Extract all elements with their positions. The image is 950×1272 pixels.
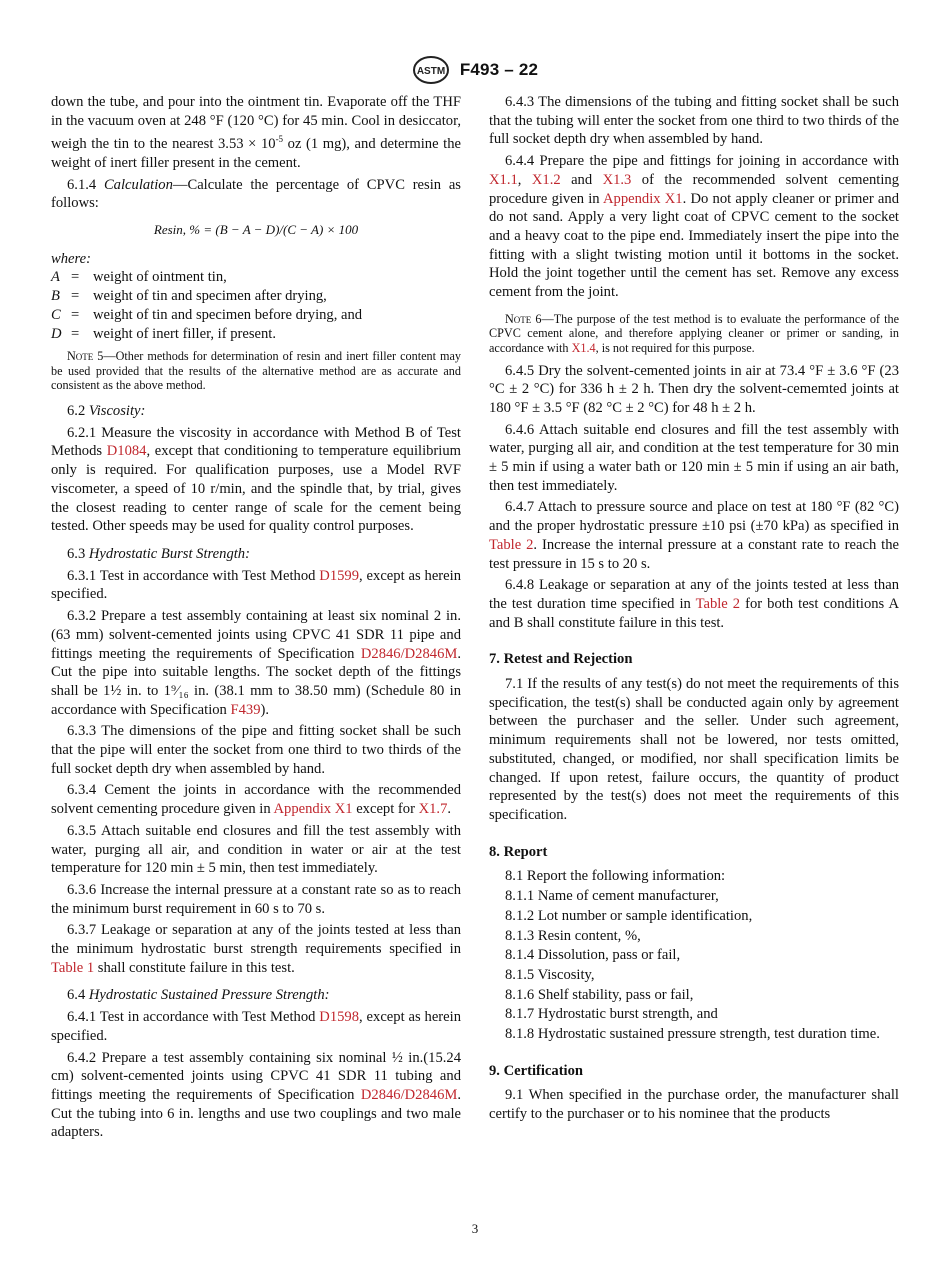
list-item: 8.1.2 Lot number or sample identification,: [505, 907, 753, 924]
ref-link-table-1[interactable]: Table 1: [51, 959, 95, 976]
report-list: [489, 867, 899, 1043]
ref-link-d1598[interactable]: D1598: [319, 1009, 360, 1026]
list-item: 8.1.3 Resin content, %,: [505, 927, 641, 944]
list-item: 8.1.1 Name of cement manufacturer,: [505, 888, 719, 905]
section-6-4-5: 6.4.5 Dry the solvent-cemented joints in air at 73.4 °F ± 3.6 °F (23 °C ± 2 °C) for 336 h ± 2 h. Then dry the solvent-cememted joints at 180 °F ± 3.5 °F (82 °C ± 2 °C) for 48 h ± 2 h.: [489, 362, 899, 416]
ref-link-d2846[interactable]: D2846/D2846M: [360, 645, 458, 662]
svg-text:ASTM: ASTM: [416, 66, 445, 77]
section-8-heading: 8. Report: [489, 843, 548, 860]
section-6-2-heading: 6.2 Viscosity:: [67, 403, 146, 420]
left-column: [51, 93, 461, 1142]
ref-link-appendix-x1[interactable]: Appendix X1: [602, 190, 683, 207]
section-6-3-1: 6.3.1 Test in accordance with Test Method D1599, except as herein specified.: [51, 567, 461, 603]
section-6-1-4: 6.1.4 Calculation—Calculate the percentage of CPVC resin as follows:: [51, 176, 461, 212]
section-6-4-7: 6.4.7 Attach to pressure source and place on test at 180 °F (82 °C) and the proper hydrostatic pressure ±10 psi (±70 kPa) as specified in Table 2. Increase the internal pressure at a constant rate to reach the test pressure in 15 s to 20 s.: [489, 499, 899, 572]
variable-list: [51, 268, 461, 343]
section-6-4-8: 6.4.8 Leakage or separation at any of the joints tested at less than the test duration time specified in Table 2 for both test conditions A and B shall constitute failure in this test.: [489, 577, 899, 631]
section-6-3-3: 6.3.3 The dimensions of the pipe and fitting socket shall be such that the pipe will enter the socket from one third to two thirds of the full socket depth dry when assembled by hand.: [51, 723, 461, 777]
note-5: Note 5—Other methods for determination of resin and inert filler content may be used provided that the results of the alternative method are as accurate and consistent as the above method.: [51, 349, 461, 393]
page-number: 3: [471, 1221, 479, 1236]
page-header: [0, 55, 950, 85]
variable-item: D = weight of inert filler, if present.: [51, 325, 276, 342]
section-6-4-1: 6.4.1 Test in accordance with Test Method D1598, except as herein specified.: [51, 1009, 461, 1044]
section-6-3-7: 6.3.7 Leakage or separation at any of the joints tested at less than the minimum hydrostatic burst strength requirements specified in Table 1 shall constitute failure in this test.: [51, 922, 461, 976]
ref-link-x1-2[interactable]: X1.2: [531, 171, 561, 188]
where-label: where:: [51, 250, 91, 267]
list-item: 8.1.6 Shelf stability, pass or fail,: [505, 986, 694, 1003]
list-item: 8.1 Report the following information:: [505, 868, 726, 885]
section-6-4-2: 6.4.2 Prepare a test assembly containing six nominal ½ in.(15.24 cm) solvent-cemented joints using CPVC 41 SDR 11 tubing and fittings meeting the requirements of Specification D2846/D2846M. Cut the tubing into 6 in. lengths and use two couplings and two male adapters.: [51, 1049, 461, 1141]
ref-link-appendix-x1[interactable]: Appendix X1: [273, 801, 353, 818]
section-6-4-4: 6.4.4 Prepare the pipe and fittings for joining in accordance with X1.1, X1.2 and X1.3 of the recommended solvent cementing procedure given in Appendix X1. Do not apply cleaner or primer and do not sand. Apply a very light coat of CPVC cement to the socket and a heavy coat to the pipe end. Immediately insert the pipe into the fitting with a slight twisting motion until it bottoms in the socket. Hold the joint together until the cement has set. Remove any excess cement from the joint.: [489, 153, 900, 301]
ref-link-table-2[interactable]: Table 2: [695, 595, 741, 612]
ref-link-x1-1[interactable]: X1.1: [489, 171, 518, 188]
resin-formula: Resin, % = (B − A − D)/(C − A) × 100: [153, 222, 359, 238]
section-6-3-6: 6.3.6 Increase the internal pressure at a constant rate so as to reach the minimum burst requirement in 60 s to 70 s.: [51, 881, 461, 917]
list-item: 8.1.4 Dissolution, pass or fail,: [505, 947, 681, 964]
ref-link-d2846[interactable]: D2846/D2846M: [360, 1086, 458, 1103]
section-6-3-2: 6.3.2 Prepare a test assembly containing at least six nominal 2 in. (63 mm) solvent-cemented joints using CPVC 41 SDR 11 pipe and fittings meeting the requirements of Specification D2846/D2846M. Cut the pipe into suitable lengths. The socket depth of the fittings shall be 1½ in. to 1⁹⁄₁₆ in. (38.1 mm to 38.50 mm) (Schedule 80 in accordance with Specification F439).: [51, 608, 461, 718]
section-9-heading: 9. Certification: [489, 1062, 584, 1079]
section-6-3-5: 6.3.5 Attach suitable end closures and fill the test assembly with water, purging all air, and condition in water or air at the test temperature for 120 min ± 5 min, then test immediately.: [51, 822, 461, 877]
document-designation: F493 – 22: [459, 60, 539, 79]
paragraph-continuation: down the tube, and pour into the ointment tin. Evaporate off the THF in the vacuum oven at 248 °F (120 °C) for 45 min. Cool in desiccator, weigh the tin to the nearest $3.53 \times 10^{-5}$ oz (1 mg), and determine the weight of inert filler present in the cement.: [51, 94, 461, 171]
ref-link-x1-4[interactable]: X1.4: [571, 340, 596, 355]
ref-link-d1599[interactable]: D1599: [319, 567, 360, 584]
ref-link-d1084[interactable]: D1084: [106, 443, 147, 460]
section-6-3-4: 6.3.4 Cement the joints in accordance with the recommended solvent cementing procedure given in Appendix X1 except for X1.7.: [51, 782, 461, 818]
variable-item: B = weight of tin and specimen after drying,: [51, 288, 327, 305]
list-item: 8.1.8 Hydrostatic sustained pressure strength, test duration time.: [505, 1026, 880, 1043]
section-6-4-3: 6.4.3 The dimensions of the tubing and fitting socket shall be such that the tubing will enter the socket from one third to two thirds of the full socket depth dry when assembled by hand.: [489, 94, 899, 148]
section-6-3-heading: 6.3 Hydrostatic Burst Strength:: [67, 546, 250, 562]
section-6-4-heading: 6.4 Hydrostatic Sustained Pressure Strength:: [67, 987, 330, 1004]
note-6: Note 6—The purpose of the test method is to evaluate the performance of the CPVC cement alone, and therefore applying cleaner or primer or sanding, in accordance with X1.4, is not required for this purpose.: [489, 311, 900, 355]
section-7-1: 7.1 If the results of any test(s) do not meet the requirements of this specification, the test(s) shall be conducted again only by agreement between the purchaser and the seller. Under such agreement, minimum requirements shall not be lowered, nor tests omitted, substituted, changed, or modified, nor shall specification limits be changed. If upon retest, failure occurs, the quantity of product represented by the test(s) does not meet the requirements of this specification.: [489, 676, 899, 823]
section-6-2-1: 6.2.1 Measure the viscosity in accordance with Method B of Test Methods D1084, except that conditioning to temperature equilibrium only is required. For qualification purposes, use a Model RVF viscometer, a speed of 10 r/min, and the spindle that, by trial, gives the closest reading to center range of scale for the cement being tested. Other speeds may be used for quality control purposes.: [51, 424, 461, 535]
section-6-4-6: 6.4.6 Attach suitable end closures and fill the test assembly with water, purging all air, and condition at the test temperature for 30 min ± 5 min if using a water bath or 120 min ± 5 min if using an air bath, then test immediately.: [489, 421, 899, 494]
astm-logo-icon: [412, 55, 450, 85]
list-item: 8.1.5 Viscosity,: [505, 966, 595, 983]
ref-link-x1-7[interactable]: X1.7: [418, 801, 448, 818]
variable-item: A = weight of ointment tin,: [51, 269, 227, 286]
ref-link-f439[interactable]: F439: [230, 701, 261, 718]
section-7-heading: 7. Retest and Rejection: [489, 651, 633, 668]
section-9-1: 9.1 When specified in the purchase order, the manufacturer shall certify to the purchaser or to his nominee that the products: [489, 1087, 899, 1123]
list-item: 8.1.7 Hydrostatic burst strength, and: [505, 1006, 718, 1023]
ref-link-table-2[interactable]: Table 2: [489, 536, 534, 553]
variable-item: C = weight of tin and specimen before drying, and: [51, 306, 363, 323]
right-column: [489, 93, 899, 1124]
ref-link-x1-3[interactable]: X1.3: [602, 171, 632, 188]
